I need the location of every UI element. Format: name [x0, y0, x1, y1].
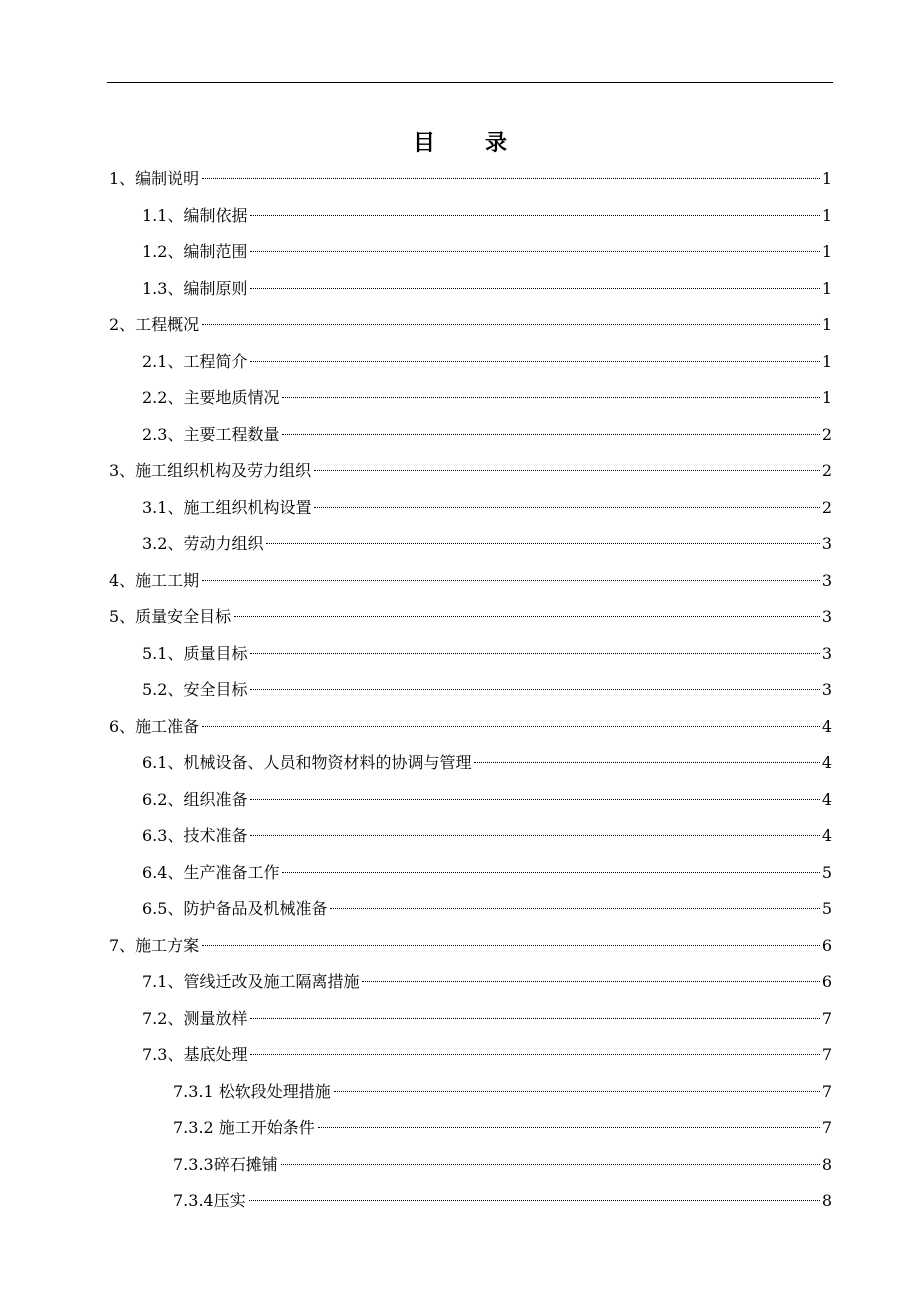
toc-entry-label: 3、施工组织机构及劳力组织	[109, 461, 312, 480]
toc-entry[interactable]	[109, 454, 832, 488]
toc-entry-label: 2.1、工程简介	[142, 351, 248, 371]
toc-entry[interactable]	[109, 710, 832, 744]
toc-entry-page: 2	[821, 424, 832, 444]
dot-leader	[334, 1091, 820, 1092]
toc-entry-label: 6、施工准备	[109, 716, 200, 736]
toc-entry[interactable]	[142, 527, 832, 561]
dot-leader	[250, 653, 819, 654]
toc-entry-page: 7	[821, 1081, 832, 1101]
dot-leader	[282, 872, 819, 873]
toc-entry-page: 2	[821, 497, 832, 517]
toc-entry[interactable]	[142, 345, 832, 379]
toc-entry-label: 7.3.4压实	[173, 1191, 246, 1210]
toc-entry[interactable]	[142, 673, 832, 707]
toc-entry[interactable]	[109, 564, 832, 598]
toc-entry-page: 8	[821, 1191, 832, 1210]
toc-entry[interactable]	[142, 1038, 832, 1072]
dot-leader	[202, 178, 820, 179]
toc-entry-label: 1.2、编制范围	[142, 242, 248, 261]
dot-leader	[249, 1200, 820, 1201]
toc-entry-page: 6	[821, 935, 832, 955]
toc-entry-page: 6	[821, 972, 832, 991]
toc-entry-page: 3	[821, 570, 832, 590]
toc-entry-label: 7.3.2 施工开始条件	[173, 1118, 315, 1137]
toc-entry[interactable]	[173, 1148, 832, 1182]
dot-leader	[282, 434, 819, 435]
toc-entry-page: 1	[821, 278, 832, 298]
toc-entry-page: 7	[821, 1045, 832, 1064]
dot-leader	[250, 799, 819, 800]
toc-entry[interactable]	[173, 1111, 832, 1145]
toc-entry-page: 5	[821, 862, 832, 882]
toc-entry-label: 3.2、劳动力组织	[142, 534, 264, 553]
dot-leader	[202, 945, 820, 946]
toc-entry-page: 3	[821, 607, 832, 626]
dot-leader	[250, 689, 819, 690]
toc-entry-label: 7.3、基底处理	[142, 1045, 248, 1064]
toc-entry[interactable]	[142, 965, 832, 999]
toc-entry[interactable]	[173, 1184, 832, 1218]
dot-leader	[250, 288, 819, 289]
dot-leader	[234, 616, 820, 617]
toc-entry-page: 1	[821, 242, 832, 261]
toc-entry[interactable]	[142, 418, 832, 452]
toc-entry-label: 6.2、组织准备	[142, 789, 248, 809]
toc-entry[interactable]	[142, 856, 832, 890]
toc-entry-label: 4、施工工期	[109, 570, 200, 590]
dot-leader	[314, 507, 819, 508]
toc-entry-page: 3	[821, 643, 832, 663]
toc-entry[interactable]	[142, 491, 832, 525]
toc-entry-label: 2.3、主要工程数量	[142, 424, 280, 444]
toc-entry-label: 6.3、技术准备	[142, 826, 248, 845]
toc-entry[interactable]	[109, 162, 832, 196]
dot-leader	[362, 981, 819, 982]
toc-title-char-2: 录	[485, 130, 508, 156]
toc-entry[interactable]	[142, 819, 832, 853]
toc-entry-page: 1	[821, 169, 832, 188]
toc-entry-label: 6.4、生产准备工作	[142, 862, 280, 882]
toc-entry-label: 7、施工方案	[109, 935, 200, 955]
toc-entry-label: 7.3.1 松软段处理措施	[173, 1081, 331, 1101]
toc-entry-page: 1	[821, 388, 832, 407]
toc-entry[interactable]	[142, 1002, 832, 1036]
toc-entry-page: 1	[821, 205, 832, 225]
dot-leader	[281, 1164, 820, 1165]
toc-entry-page: 3	[821, 680, 832, 699]
toc-entry-page: 7	[821, 1118, 832, 1137]
toc-entry-label: 3.1、施工组织机构设置	[142, 497, 312, 517]
dot-leader	[250, 1054, 819, 1055]
toc-entry-page: 4	[821, 826, 832, 845]
header-rule	[107, 82, 833, 83]
toc-entry-label: 7.2、测量放样	[142, 1008, 248, 1028]
toc-entry[interactable]	[142, 783, 832, 817]
toc-entry[interactable]	[109, 929, 832, 963]
toc-entry-label: 7.3.3碎石摊铺	[173, 1154, 278, 1174]
toc-entry-page: 4	[821, 716, 832, 736]
toc-entry-page: 1	[821, 315, 832, 334]
dot-leader	[202, 726, 820, 727]
toc-entry[interactable]	[142, 235, 832, 269]
toc-entry-label: 1、编制说明	[109, 169, 200, 188]
toc-entry[interactable]	[173, 1075, 832, 1109]
toc-entry-page: 2	[821, 461, 832, 480]
toc-entry-label: 6.1、机械设备、人员和物资材料的协调与管理	[142, 753, 472, 772]
dot-leader	[330, 908, 819, 909]
toc-entry-label: 1.3、编制原则	[142, 278, 248, 298]
toc-entry[interactable]	[142, 272, 832, 306]
toc-entry[interactable]	[109, 308, 832, 342]
toc-title-char-1: 目	[412, 130, 435, 156]
toc-entry-page: 5	[821, 899, 832, 918]
toc-entry-label: 5.1、质量目标	[142, 643, 248, 663]
dot-leader	[250, 361, 819, 362]
dot-leader	[266, 543, 819, 544]
toc-entry-page: 7	[821, 1008, 832, 1028]
toc-entry-label: 5、质量安全目标	[109, 607, 232, 626]
toc-entry-label: 1.1、编制依据	[142, 205, 248, 225]
toc-entry-label: 2.2、主要地质情况	[142, 388, 280, 407]
dot-leader	[314, 470, 820, 471]
toc-entry-label: 2、工程概况	[109, 315, 200, 334]
toc-entry[interactable]	[109, 600, 832, 634]
toc-entry[interactable]	[142, 746, 832, 780]
dot-leader	[250, 215, 819, 216]
toc-entry[interactable]	[142, 637, 832, 671]
dot-leader	[202, 324, 820, 325]
toc-entry-page: 1	[821, 351, 832, 371]
toc-entry-label: 6.5、防护备品及机械准备	[142, 899, 328, 918]
dot-leader	[202, 580, 820, 581]
toc-title	[0, 128, 920, 158]
dot-leader	[250, 835, 819, 836]
dot-leader	[282, 397, 819, 398]
toc-entry-page: 8	[821, 1154, 832, 1174]
dot-leader	[474, 762, 819, 763]
toc-entry-label: 7.1、管线迁改及施工隔离措施	[142, 972, 360, 991]
toc-entry[interactable]	[142, 199, 832, 233]
toc-entry[interactable]	[142, 892, 832, 926]
toc-entry[interactable]	[142, 381, 832, 415]
toc-entry-page: 4	[821, 753, 832, 772]
toc-entry-page: 3	[821, 534, 832, 553]
toc-entry-page: 4	[821, 789, 832, 809]
toc-entry-label: 5.2、安全目标	[142, 680, 248, 699]
dot-leader	[250, 251, 819, 252]
dot-leader	[250, 1018, 819, 1019]
dot-leader	[318, 1127, 820, 1128]
